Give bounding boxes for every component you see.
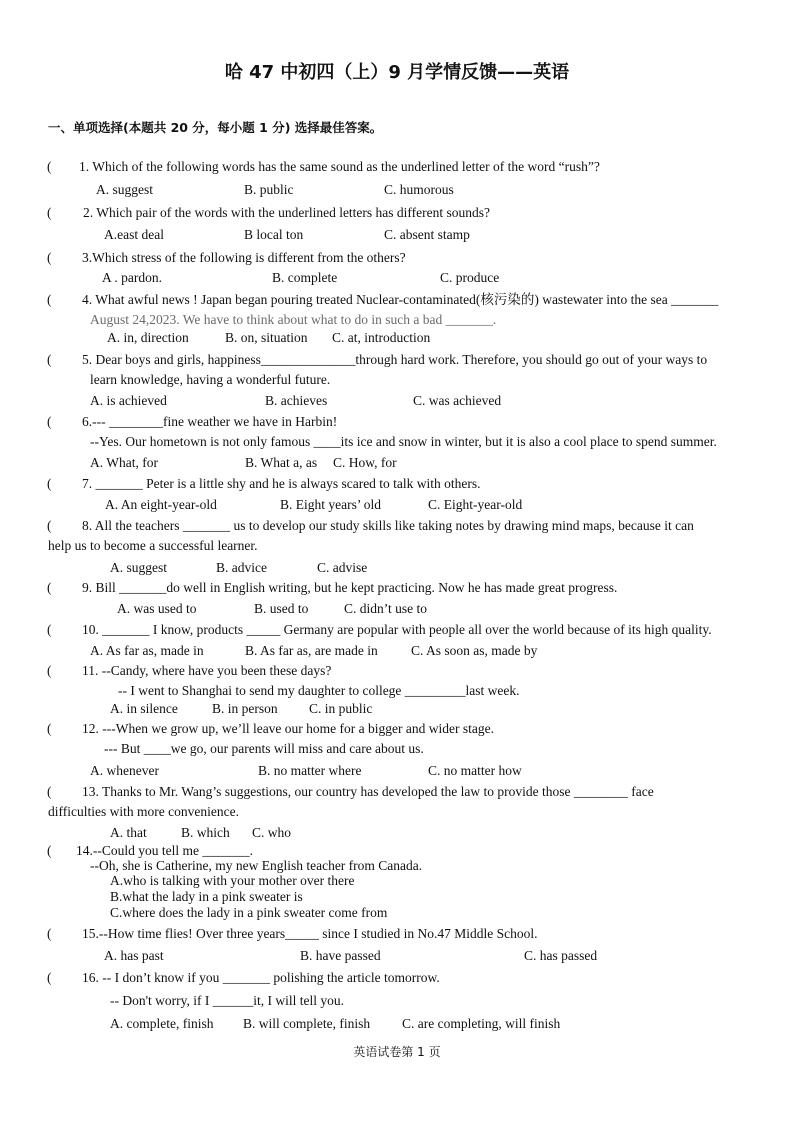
question-stem: 11. --Candy, where have you been these days? [82, 663, 332, 678]
option-c[interactable]: C. absent stamp [384, 227, 470, 242]
option-a[interactable]: A . pardon. [102, 270, 162, 285]
option-row [0, 601, 794, 617]
option-a[interactable]: A. was used to [117, 601, 197, 616]
question-stem: 10. _______ I know, products _____ Germany are popular with people all over the world because of its high quality. [82, 622, 712, 637]
question-text-line: difficulties with more convenience. [48, 804, 239, 819]
answer-blank[interactable]: ( [47, 663, 52, 678]
option-row [0, 227, 794, 243]
question-text-line: --Yes. Our hometown is not only famous ____its ice and snow in winter, but it is also a cool place to spend summer. [90, 434, 717, 449]
answer-blank[interactable]: ( [47, 159, 52, 174]
option-b[interactable]: B. on, situation [225, 330, 308, 345]
option-b[interactable]: B. achieves [265, 393, 328, 408]
option-c[interactable]: C. who [252, 825, 292, 840]
option-a[interactable]: A. in silence [110, 701, 178, 716]
option-b[interactable]: B. complete [272, 270, 338, 285]
option-a[interactable]: A. is achieved [90, 393, 167, 408]
answer-blank[interactable]: ( [47, 580, 52, 595]
answer-blank[interactable]: ( [47, 843, 52, 858]
option-c[interactable]: C. was achieved [413, 393, 502, 408]
option-c[interactable]: C. advise [317, 560, 368, 575]
answer-blank[interactable]: ( [47, 721, 52, 736]
option-row [0, 270, 794, 286]
option-row [0, 497, 794, 513]
question-text-line: B.what the lady in a pink sweater is [110, 889, 303, 904]
option-c[interactable]: C. How, for [333, 455, 397, 470]
question-stem: 13. Thanks to Mr. Wang’s suggestions, our country has developed the law to provide those ________ face [82, 784, 654, 799]
question-text-line: A.who is talking with your mother over there [110, 873, 355, 888]
answer-blank[interactable]: ( [47, 414, 52, 429]
option-a[interactable]: A. has past [104, 948, 164, 963]
answer-blank[interactable]: ( [47, 622, 52, 637]
option-b[interactable]: B. What a, as [245, 455, 318, 470]
option-c[interactable]: C. produce [440, 270, 500, 285]
answer-blank[interactable]: ( [47, 926, 52, 941]
option-b[interactable]: B. As far as, are made in [245, 643, 378, 658]
question-stem: 5. Dear boys and girls, happiness______________through hard work. Therefore, you should go out of your ways to [82, 352, 708, 367]
option-a[interactable]: A. suggest [96, 182, 153, 197]
option-row [0, 455, 794, 471]
option-a[interactable]: A. What, for [90, 455, 158, 470]
question-text-line: C.where does the lady in a pink sweater come from [110, 905, 388, 920]
option-c[interactable]: C. Eight-year-old [428, 497, 523, 512]
option-row [0, 182, 794, 198]
answer-blank[interactable]: ( [47, 518, 52, 533]
section-heading: 一、单项选择(本题共 20 分，每小题 1 分) 选择最佳答案。 [48, 120, 383, 135]
option-b[interactable]: B. in person [212, 701, 278, 716]
answer-blank[interactable]: ( [47, 205, 52, 220]
option-b[interactable]: B. Eight years’ old [280, 497, 381, 512]
question-text-line: --- But ____we go, our parents will miss and care about us. [104, 741, 424, 756]
option-row [0, 643, 794, 659]
option-a[interactable]: A. As far as, made in [90, 643, 204, 658]
answer-blank[interactable]: ( [47, 352, 52, 367]
option-a[interactable]: A. that [110, 825, 147, 840]
answer-blank[interactable]: ( [47, 250, 52, 265]
option-a[interactable]: A. whenever [90, 763, 159, 778]
question-text-line: --Oh, she is Catherine, my new English teacher from Canada. [90, 858, 423, 873]
page-title: 哈 47 中初四（上）9 月学情反馈——英语 [224, 62, 570, 83]
option-row [0, 825, 794, 841]
option-row [0, 1016, 794, 1032]
question-stem: 2. Which pair of the words with the underlined letters has different sounds? [83, 205, 491, 220]
option-c[interactable]: C. at, introduction [332, 330, 431, 345]
option-c[interactable]: C. are completing, will finish [402, 1016, 561, 1031]
question-stem: 12. ---When we grow up, we’ll leave our home for a bigger and wider stage. [82, 721, 494, 736]
question-text-line: August 24,2023. We have to think about what to do in such a bad _______. [90, 312, 497, 327]
question-stem: 14.--Could you tell me _______. [76, 843, 253, 858]
option-row [0, 560, 794, 576]
option-c[interactable]: C. didn’t use to [344, 601, 428, 616]
question-stem: 9. Bill _______do well in English writing, but he kept practicing. Now he has made great progress. [82, 580, 618, 595]
option-row [0, 330, 794, 346]
option-b[interactable]: B. advice [216, 560, 267, 575]
option-c[interactable]: C. As soon as, made by [411, 643, 538, 658]
option-b[interactable]: B. no matter where [258, 763, 362, 778]
page-footer: 英语试卷第 1 页 [353, 1045, 441, 1059]
question-stem: 8. All the teachers _______ us to develop our study skills like taking notes by drawing mind maps, because it can [82, 518, 694, 533]
question-stem: 16. -- I don’t know if you _______ polishing the article tomorrow. [82, 970, 440, 985]
question-stem: 4. What awful news ! Japan began pouring treated Nuclear-contaminated(核污染的) wastewater into the sea _______ [82, 292, 719, 307]
question-text-line: learn knowledge, having a wonderful future. [90, 372, 331, 387]
option-row [0, 393, 794, 409]
option-b[interactable]: B. which [181, 825, 230, 840]
question-text-line: -- Don't worry, if I ______it, I will tell you. [110, 993, 345, 1008]
option-a[interactable]: A. suggest [110, 560, 167, 575]
answer-blank[interactable]: ( [47, 784, 52, 799]
option-row [0, 763, 794, 779]
answer-blank[interactable]: ( [47, 970, 52, 985]
option-a[interactable]: A. An eight-year-old [105, 497, 217, 512]
option-b[interactable]: B. used to [254, 601, 309, 616]
option-c[interactable]: C. humorous [384, 182, 454, 197]
question-text-line: help us to become a successful learner. [48, 538, 258, 553]
option-row [0, 701, 794, 717]
option-b[interactable]: B. have passed [300, 948, 381, 963]
option-c[interactable]: C. has passed [524, 948, 598, 963]
answer-blank[interactable]: ( [47, 292, 52, 307]
option-c[interactable]: C. in public [309, 701, 373, 716]
question-stem: 7. _______ Peter is a little shy and he is always scared to talk with others. [82, 476, 481, 491]
answer-blank[interactable]: ( [47, 476, 52, 491]
option-a[interactable]: A. in, direction [107, 330, 189, 345]
option-b[interactable]: B local ton [244, 227, 304, 242]
question-stem: 3.Which stress of the following is different from the others? [82, 250, 406, 265]
question-text-line: -- I went to Shanghai to send my daughter to college _________last week. [118, 683, 520, 698]
option-c[interactable]: C. no matter how [428, 763, 522, 778]
option-a[interactable]: A. complete, finish [110, 1016, 214, 1031]
question-stem: 15.--How time flies! Over three years_____ since I studied in No.47 Middle School. [82, 926, 538, 941]
option-a[interactable]: A.east deal [104, 227, 164, 242]
option-b[interactable]: B. will complete, finish [243, 1016, 371, 1031]
question-stem: 1. Which of the following words has the same sound as the underlined letter of the word “rush”? [79, 159, 600, 174]
option-b[interactable]: B. public [244, 182, 294, 197]
option-row [0, 948, 794, 964]
question-stem: 6.--- ________fine weather we have in Harbin! [82, 414, 338, 429]
